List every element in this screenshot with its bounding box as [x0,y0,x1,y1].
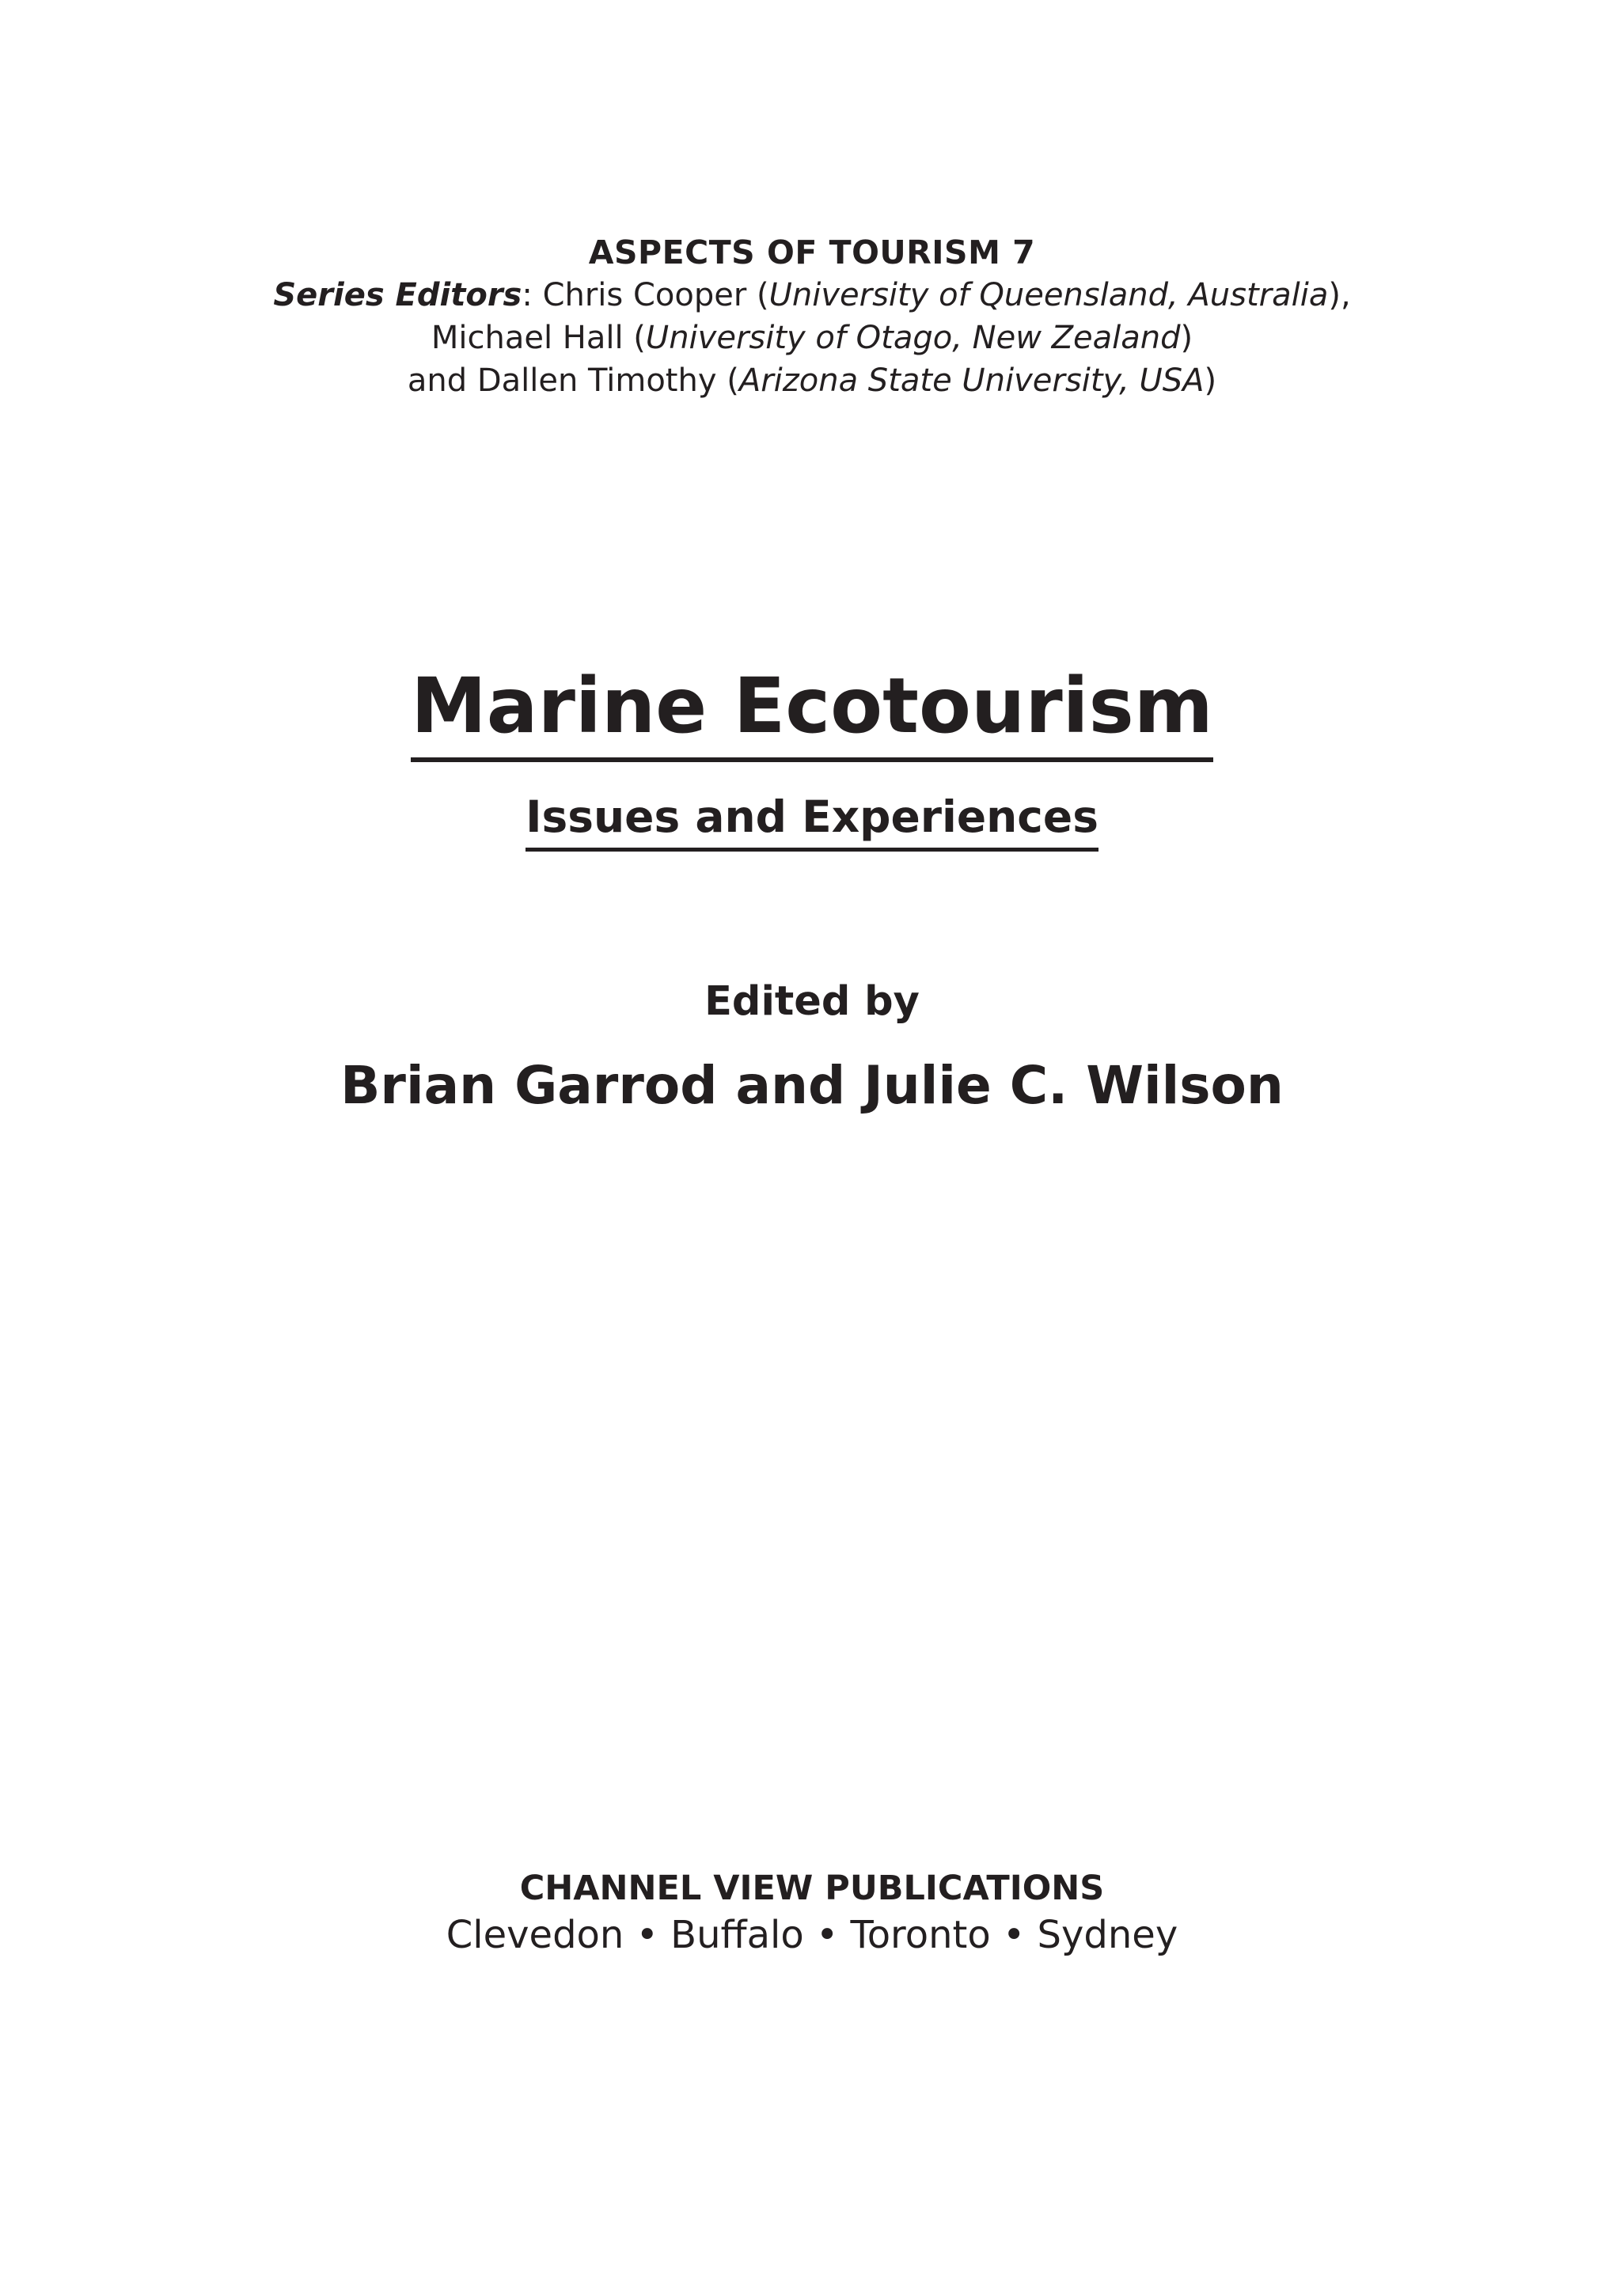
series-editor-2-close: ) [1180,320,1193,356]
series-editor-1-name: Chris Cooper ( [542,277,769,313]
publisher-cities: Clevedon • Buffalo • Toronto • Sydney [446,1913,1178,1957]
series-editor-2-name: Michael Hall ( [431,320,646,356]
series-editors-label: Series Editors [273,277,522,313]
series-editors-line-1 [0,274,1624,317]
book-subtitle-block [0,789,1624,852]
edited-by-label: Edited by [704,978,920,1025]
series-editors-line-3 [0,359,1624,402]
edited-by-block [0,973,1624,1124]
series-editor-2-affiliation: University of Otago, New Zealand [645,320,1181,356]
series-editors-line-2 [0,317,1624,359]
series-editor-1-affiliation: University of Queensland, Australia [768,277,1329,313]
book-title-block [0,659,1624,762]
series-info [0,231,1624,402]
series-editor-3-close: ) [1204,362,1217,399]
series-editor-3-name: and Dallen Timothy ( [407,362,739,399]
series-editor-3-affiliation: Arizona State University, USA [738,362,1205,399]
publisher-block [0,1866,1624,1960]
series-editor-1-close: ), [1328,277,1351,313]
publisher-name: CHANNEL VIEW PUBLICATIONS [519,1869,1105,1908]
book-editors: Brian Garrod and Julie C. Wilson [340,1055,1284,1116]
book-subtitle: Issues and Experiences [526,789,1098,852]
book-title: Marine Ecotourism [411,659,1212,762]
series-title: ASPECTS OF TOURISM 7 [588,233,1036,271]
series-editors-separator: : [522,277,543,313]
